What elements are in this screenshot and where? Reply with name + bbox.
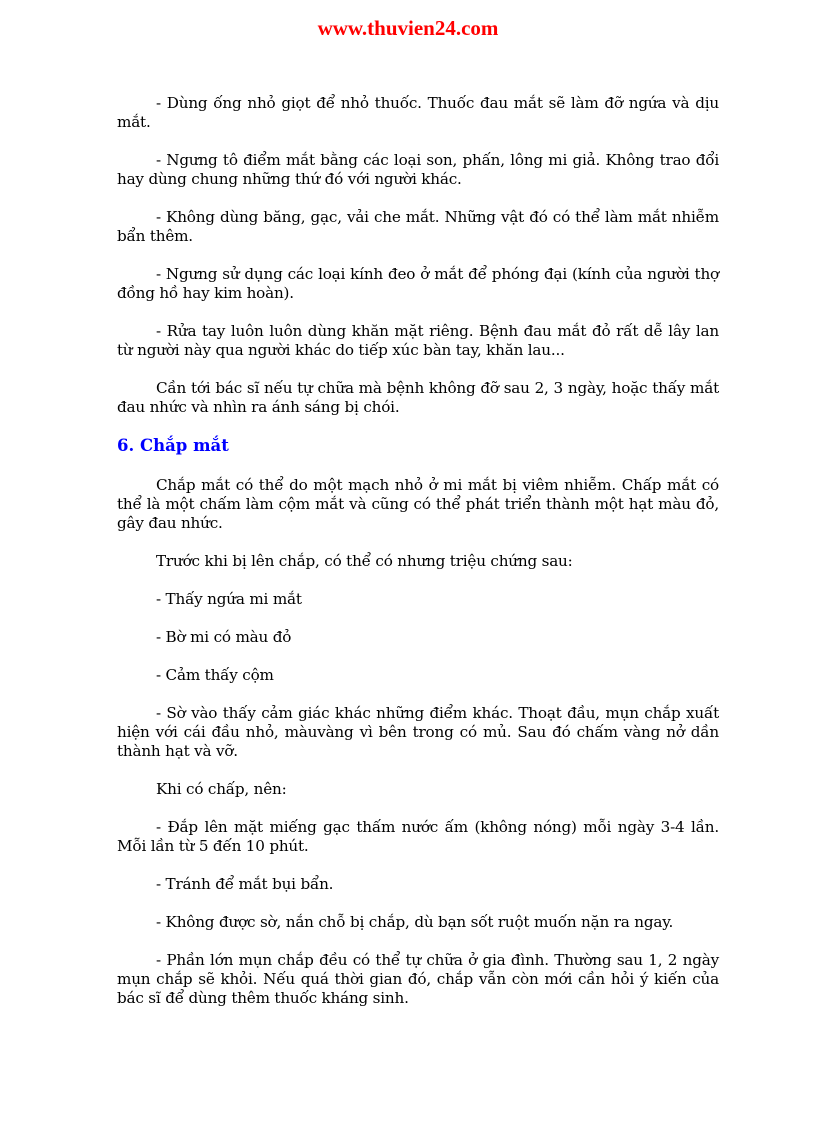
paragraph: Trước khi bị lên chắp, có thể có nhưng triệu chứng sau:: [156, 552, 573, 570]
paragraph: - Ngưng tô điểm mắt bằng các loại son, phấn, lông mi giả. Không trao đổi hay dùng chung những thứ đó với người khác.: [117, 151, 719, 188]
list-item: - Thấy ngứa mi mắt: [156, 590, 302, 608]
paragraph: - Rửa tay luôn luôn dùng khăn mặt riêng. Bệnh đau mắt đỏ rất dễ lây lan từ người này qua người khác do tiếp xúc bàn tay, khăn lau...: [117, 322, 719, 359]
paragraph: - Dùng ống nhỏ giọt để nhỏ thuốc. Thuốc đau mắt sẽ làm đỡ ngứa và dịu mắt.: [117, 94, 719, 131]
section-heading: 6. Chắp mắt: [117, 436, 229, 455]
paragraph: Cần tới bác sĩ nếu tự chữa mà bệnh không đỡ sau 2, 3 ngày, hoặc thấy mắt đau nhức và nhìn ra ánh sáng bị chói.: [117, 379, 719, 416]
list-item: - Cảm thấy cộm: [156, 666, 274, 684]
paragraph: - Không dùng băng, gạc, vải che mắt. Những vật đó có thể làm mắt nhiễm bẩn thêm.: [117, 208, 719, 245]
list-item: - Không được sờ, nắn chỗ bị chắp, dù bạn sốt ruột muốn nặn ra ngay.: [156, 913, 674, 931]
list-item: - Sờ vào thấy cảm giác khác những điểm khác. Thoạt đầu, mụn chắp xuất hiện với cái đầu nhỏ, màuvàng vì bên trong có mủ. Sau đó chấm vàng nở dần thành hạt và vỡ.: [117, 704, 719, 760]
list-item: - Phần lớn mụn chắp đều có thể tự chữa ở gia đình. Thường sau 1, 2 ngày mụn chắp sẽ khỏi. Nếu quá thời gian đó, chắp vẫn còn mới cần hỏi ý kiến của bác sĩ để dùng thêm thuốc kháng sinh.: [117, 951, 719, 1007]
list-item: - Bờ mi có màu đỏ: [156, 628, 292, 646]
document-body: [117, 94, 719, 1027]
paragraph: Chắp mắt có thể do một mạch nhỏ ở mi mắt bị viêm nhiễm. Chấp mắt có thể là một chấm làm cộm mắt và cũng có thể phát triển thành một hạt màu đỏ, gây đau nhức.: [117, 476, 719, 532]
list-item: - Đắp lên mặt miếng gạc thấm nước ấm (không nóng) mỗi ngày 3-4 lần. Mỗi lần từ 5 đến 10 phút.: [117, 818, 719, 855]
list-item: - Tránh để mắt bụi bẩn.: [156, 875, 334, 893]
site-link[interactable]: www.thuvien24.com: [317, 16, 499, 40]
paragraph: Khi có chấp, nên:: [156, 780, 287, 798]
paragraph: - Ngưng sử dụng các loại kính đeo ở mắt để phóng đại (kính của người thợ đồng hồ hay kim hoàn).: [117, 265, 719, 302]
